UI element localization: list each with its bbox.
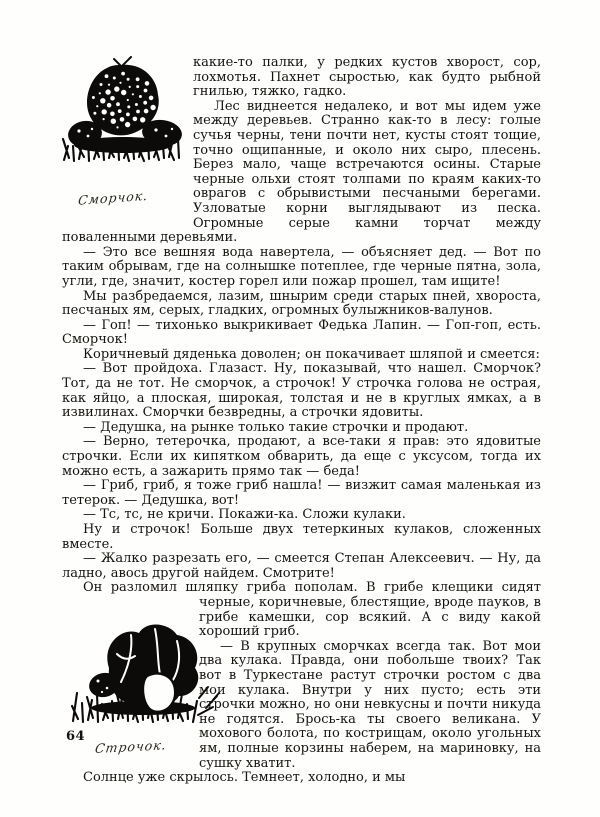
paragraph: — Дедушка, на рынке только такие строчки и продают. bbox=[83, 419, 469, 435]
paragraph: — Это все вешняя вода навертела, — объясняет дед. — Вот по таким обрывам, где на солнышке потеплее, где черные пятна, зола, угли, где, значит, костер горел или пожар прошел, там ищите! bbox=[62, 244, 541, 289]
figure-morel-caption: Сморчок. bbox=[77, 187, 150, 208]
paragraph: Солнце уже скрылось. Темнеет, холодно, и мы bbox=[83, 770, 406, 786]
text-column bbox=[62, 56, 541, 786]
morel-mushroom-illustration bbox=[62, 56, 185, 176]
paragraph: какие-то палки, у редких кустов хворост, сор, лохмотья. Пахнет сыростью, как будто рыбной гнилью, тяжко, гадко. bbox=[193, 55, 541, 100]
paragraph: — Гриб, гриб, я тоже гриб нашла! — визжит самая маленькая из тетерок. — Дедушка, вот! bbox=[62, 478, 541, 508]
paragraph-lead: Он разломил шляпку гриба пополам. В грибе клещики сидят черные, bbox=[83, 580, 541, 610]
paragraph: — Гоп! — тихонько выкрикивает Федька Лапин. — Гоп-гоп, есть. Сморчок! bbox=[62, 317, 541, 348]
figure-strochok-caption: Строчок. bbox=[93, 736, 168, 756]
paragraph: — Верно, тетерочка, продают, а все-таки я прав: это ядовитые строчки. Если их кипятком обварить, да еще с уксусом, тогда их можно есть, а зажарить прямо так — беда! bbox=[62, 434, 541, 479]
paragraph: Коричневый дяденька доволен; он покачивает шляпой и смеется: bbox=[83, 346, 540, 362]
paragraph: Мы разбредаемся, лазим, шнырим среди старых пней, хвороста, песчаных ям, серых, гладких, огромных булыжников-валунов. bbox=[62, 288, 541, 319]
paragraph: — Жалко разрезать его, — смеется Степан Алексеевич. — Ну, да ладно, авось другой найдем. Смотрите! bbox=[62, 551, 541, 581]
paragraph-rest: коричневые, блестящие, вроде пауков, в грибе камешки, сор всякий. А с виду какой хороший гриб. bbox=[199, 594, 541, 640]
paragraph: — В крупных сморчках всегда так. Вот мои два кулака. Правда, они побольше твоих? Так вот в Туркестане растут строчки ростом с два мои кулака. Внутри у них пусто; есть эти строчки можно, но они невкусны и почти никуда не годятся. Брось-ка ты своего великана. У мохового болота, по кострищам, около угольных ям, полные корзины наберем, на мариновку, на сушку хватит. bbox=[199, 638, 541, 771]
paragraph: Лес виднеется недалеко, и вот мы идем уже между деревьев. Странно как-то в лесу: голые сучья черны, тени почти нет, кусты стоят тощие, точно ощипанные, и около них сыро, плесень. Берез мало, чаще встречаются осины. Старые черные ольхи стоят толпами по краям каких-то оврагов с обрывистыми песчаными берегами. Узловатые корни выглядывают из песка. Огромные серые камни торчат между поваленными деревьями. bbox=[62, 98, 541, 246]
page-number: 64 bbox=[66, 729, 86, 744]
figure-morel bbox=[62, 56, 193, 223]
paragraph: — Тс, тс, не кричи. Покажи-ка. Сложи кулаки. bbox=[83, 507, 406, 523]
paragraph: — Вот пройдоха. Глазаст. Ну, показывай, что нашел. Сморчок? Тот, да не тот. Не сморчок, а строчок! У строчка голова не острая, как яйцо, а плоская, широкая, толстая и не в круглых ямках, а в извилинах. Сморчки безвредны, а строчки ядовиты. bbox=[62, 361, 541, 421]
paragraph: Ну и строчок! Больше двух тетеркиных кулаков, сложенных вместе. bbox=[62, 522, 541, 552]
